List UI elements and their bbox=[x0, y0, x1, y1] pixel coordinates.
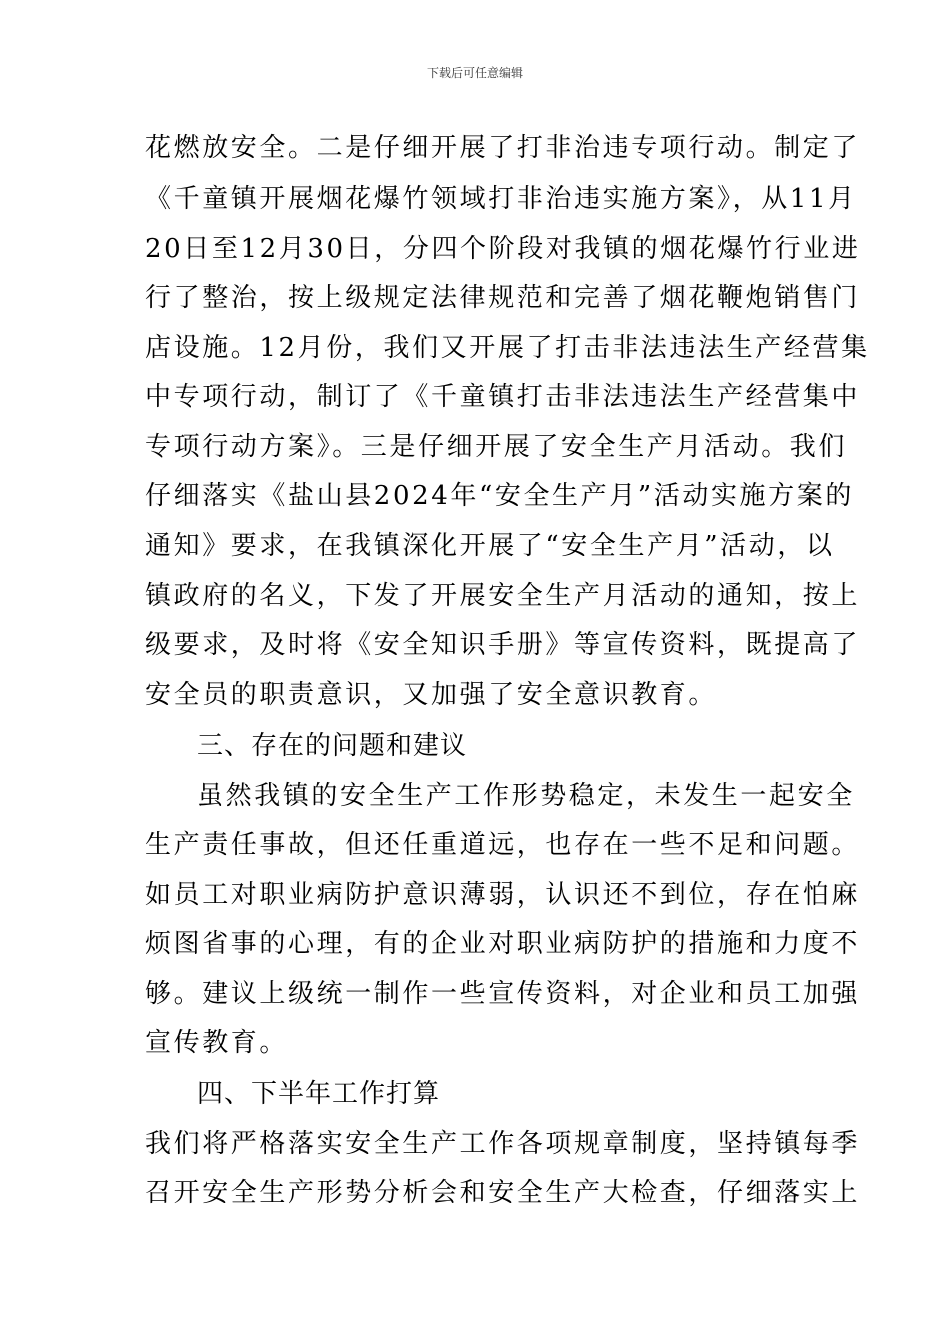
text-line: 我们将严格落实安全生产工作各项规章制度，坚持镇每季 bbox=[145, 1129, 861, 1159]
text-line: 中专项行动，制订了《千童镇打击非法违法生产经营集中 bbox=[145, 382, 861, 412]
section-heading: 四、下半年工作打算 bbox=[197, 1079, 441, 1109]
text-line: 够。建议上级统一制作一些宣传资料，对企业和员工加强 bbox=[145, 979, 861, 1009]
text-line: 虽然我镇的安全生产工作形势稳定，未发生一起安全 bbox=[197, 781, 855, 811]
text-line: 专项行动方案》。三是仔细开展了安全生产月活动。我们 bbox=[145, 432, 848, 462]
text-line: 安全员的职责意识，又加强了安全意识教育。 bbox=[145, 680, 718, 710]
text-line: 如员工对职业病防护意识薄弱，认识还不到位，存在怕麻 bbox=[145, 880, 861, 910]
text-line: 级要求，及时将《安全知识手册》等宣传资料，既提高了 bbox=[145, 630, 861, 660]
text-line: 花燃放安全。二是仔细开展了打非治违专项行动。制定了 bbox=[145, 133, 861, 163]
text-line: 仔细落实《盐山县2024年“安全生产月”活动实施方案的 bbox=[145, 481, 854, 511]
text-line: 行了整治，按上级规定法律规范和完善了烟花鞭炮销售门 bbox=[145, 283, 861, 313]
text-line: 宣传教育。 bbox=[145, 1028, 289, 1058]
text-line: 20日至12月30日，分四个阶段对我镇的烟花爆竹行业进 bbox=[145, 234, 861, 264]
text-line: 《千童镇开展烟花爆竹领域打非治违实施方案》，从11月 bbox=[145, 184, 857, 214]
page-header: 下载后可任意编辑 bbox=[426, 66, 523, 80]
text-line: 烦图省事的心理，有的企业对职业病防护的措施和力度不 bbox=[145, 929, 861, 959]
text-line: 通知》要求，在我镇深化开展了“安全生产月”活动，以 bbox=[145, 531, 835, 561]
text-line: 生产责任事故，但还任重道远，也存在一些不足和问题。 bbox=[145, 830, 861, 860]
text-line: 店设施。12月份，我们又开展了打击非法违法生产经营集 bbox=[145, 333, 870, 363]
text-line: 镇政府的名义，下发了开展安全生产月活动的通知，按上 bbox=[145, 581, 861, 611]
text-line: 召开安全生产形势分析会和安全生产大检查，仔细落实上 bbox=[145, 1178, 861, 1208]
section-heading: 三、存在的问题和建议 bbox=[197, 731, 468, 761]
